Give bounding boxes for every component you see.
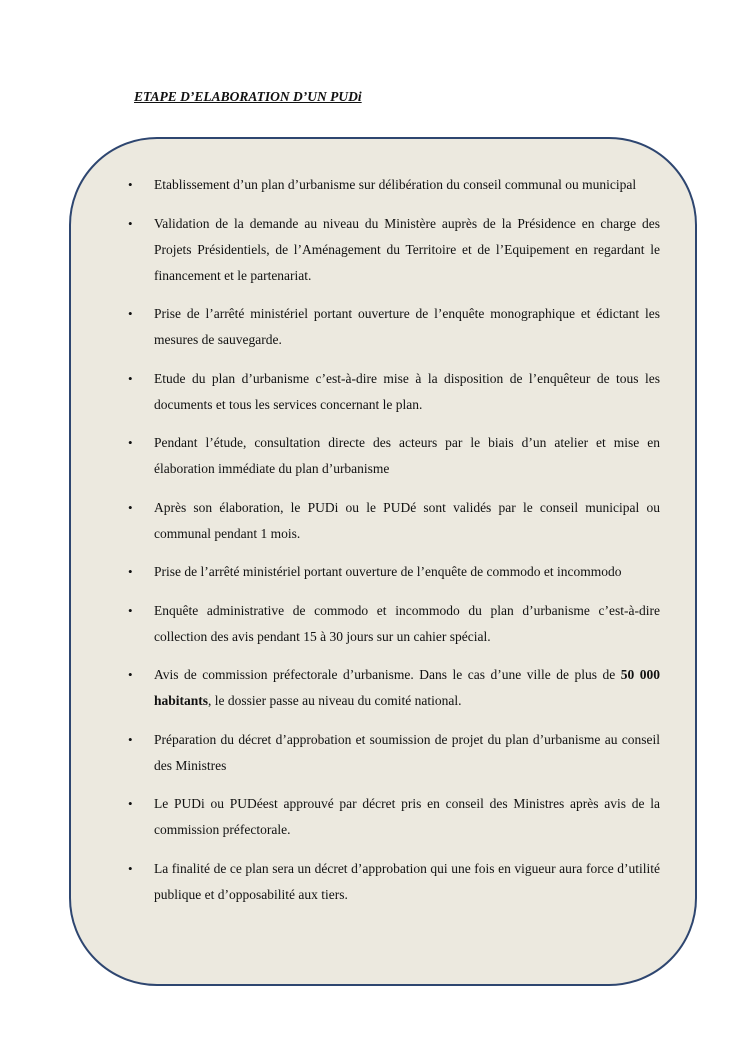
list-item <box>128 301 660 353</box>
step-text: Enquête administrative de commodo et incommodo du plan d’urbanisme c’est-à-dire collection des avis pendant 15 à 30 jours sur un cahier spécial. <box>154 602 660 644</box>
step-text: Etablissement d’un plan d’urbanisme sur délibération du conseil communal ou municipal <box>154 177 637 192</box>
step-text: Prise de l’arrêté ministériel portant ouverture de l’enquête monographique et édictant les mesures de sauvegarde. <box>154 306 660 347</box>
step-text: Prise de l’arrêté ministériel portant ouverture de l’enquête de commodo et incommodo <box>154 564 622 579</box>
step-text: La finalité de ce plan sera un décret d’approbation qui une fois en vigueur aura force d’utilité publique et d’opposabilité aux tiers. <box>154 860 660 902</box>
bullet-icon: • <box>128 306 133 321</box>
list-item <box>128 495 660 547</box>
bullet-icon: • <box>128 731 133 747</box>
bullet-icon: • <box>128 796 133 811</box>
bullet-icon: • <box>128 499 133 515</box>
list-item <box>128 662 660 714</box>
page-title: ETAPE D’ELABORATION D’UN PUDi <box>134 89 362 104</box>
step-text: Etude du plan d’urbanisme c’est-à-dire mise à la disposition de l’enquêteur de tous les documents et tous les services concernant le plan. <box>154 370 660 412</box>
bullet-icon: • <box>128 860 133 876</box>
step-text-after: , le dossier passe au niveau du comité national. <box>208 693 462 708</box>
bullet-icon: • <box>128 602 133 618</box>
step-text: Le PUDi ou PUDéest approuvé par décret pris en conseil des Ministres après avis de la commission préfectorale. <box>154 796 660 837</box>
list-item <box>128 598 660 650</box>
list-item <box>128 791 660 843</box>
list-item <box>128 727 660 779</box>
bullet-icon: • <box>128 370 133 386</box>
population-threshold: 50 000 habitants <box>154 667 660 708</box>
step-text: Préparation du décret d’approbation et soumission de projet du plan d’urbanisme au conseil des Ministres <box>154 731 660 773</box>
bullet-icon: • <box>128 667 133 682</box>
list-item <box>128 211 660 289</box>
bullet-icon: • <box>128 435 133 450</box>
step-text: Après son élaboration, le PUDi ou le PUDé sont validés par le conseil municipal ou communal pendant 1 mois. <box>154 499 660 541</box>
steps-list <box>128 172 660 908</box>
step-text-before: Avis de commission préfectorale d’urbanisme. Dans le cas d’une ville de plus de <box>154 667 621 682</box>
bullet-icon: • <box>128 564 133 579</box>
bullet-icon: • <box>128 177 133 192</box>
list-item <box>128 856 660 908</box>
step-text <box>154 667 660 708</box>
list-item <box>128 172 660 198</box>
list-item <box>128 430 660 482</box>
list-item <box>128 366 660 418</box>
step-text: Pendant l’étude, consultation directe des acteurs par le biais d’un atelier et mise en élaboration immédiate du plan d’urbanisme <box>154 435 660 476</box>
list-item <box>128 559 660 585</box>
step-text: Validation de la demande au niveau du Ministère auprès de la Présidence en charge des Projets Présidentiels, de l’Aménagement du Territoire et de l’Equipement en regardant le financement et le partenariat. <box>154 215 660 283</box>
bullet-icon: • <box>128 215 133 231</box>
